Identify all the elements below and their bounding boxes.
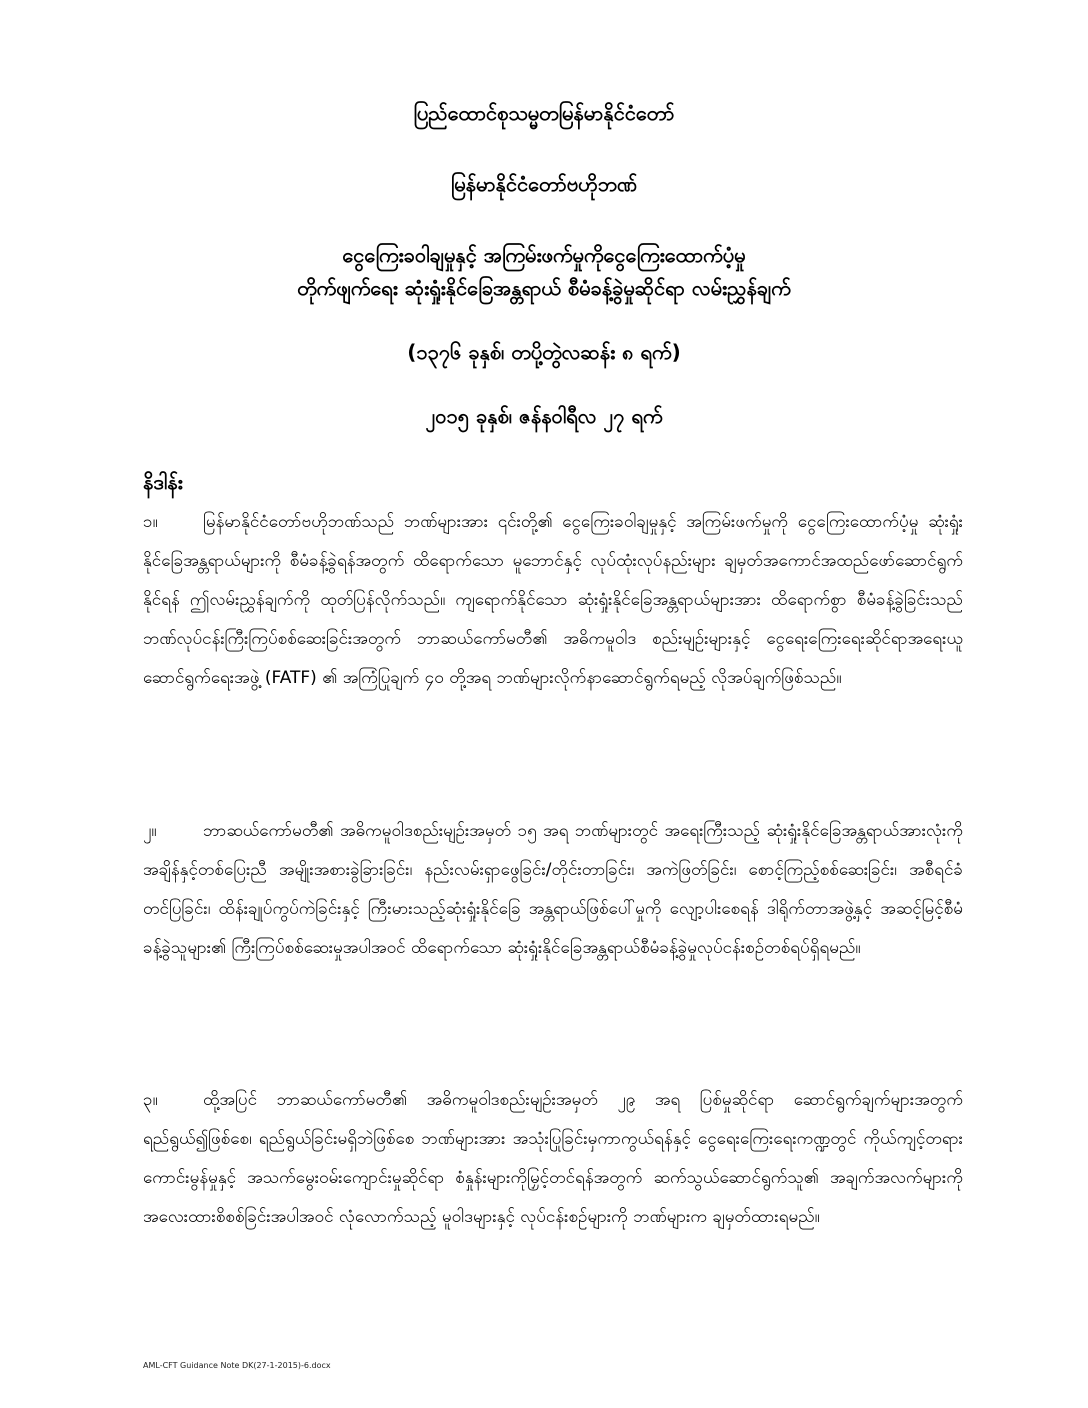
country-title: ပြည်ထောင်စုသမ္မတမြန်မာနိုင်ငံတော်: [413, 101, 675, 125]
paragraph-number: ၁။: [143, 512, 158, 532]
gregorian-date: ၂၀၁၅ ခုနှစ်၊ ဇန်နဝါရီလ ၂၇ ရက်: [425, 404, 663, 428]
paragraph-number: ၂။: [143, 821, 157, 841]
paragraph-text: မြန်မာနိုင်ငံတော်ဗဟိုဘဏ်သည် ဘဏ်များအား ၎င်းတို့၏ ငွေကြေးခဝါချမှုနှင့် အကြမ်းဖက်မှုကို ငွေကြေးထောက်ပံ့မှု ဆုံးရှုံးနိုင်ခြေအန္တရာယ်များကို စီမံခန့်ခွဲရန်အတွက် ထိရောက်သော မူဘောင်နှင့် လုပ်ထုံးလုပ်နည်းများ ချမှတ်အကောင်အထည်ဖော်ဆောင်ရွက်နိုင်ရန် ဤလမ်းညွှန်ချက်ကို ထုတ်ပြန်လိုက်သည်။ ကျရောက်နိုင်သော ဆုံးရှုံးနိုင်ခြေအန္တရာယ်များအား ထိရောက်စွာ စီမံခန့်ခွဲခြင်းသည် ဘဏ်လုပ်ငန်းကြီးကြပ်စစ်ဆေးခြင်းအတွက် ဘာဆယ်ကော်မတီ၏ အဓိကမူဝါဒ စည်းမျဉ်းများနှင့် ငွေရေးကြေးရေးဆိုင်ရာအရေးယူဆောင်ရွက်ရေးအဖွဲ့ (FATF) ၏ အကြံပြုချက် ၄၀ တို့အရ ဘဏ်များလိုက်နာဆောင်ရွက်ရမည့် လိုအပ်ချက်ဖြစ်သည်။: [143, 512, 963, 688]
bank-title: မြန်မာနိုင်ငံတော်ဗဟိုဘဏ်: [450, 172, 638, 196]
paragraph-number: ၃။: [143, 1090, 158, 1110]
file-name-footer: AML-CFT Guidance Note DK(27-1-2015)-6.docx: [143, 1361, 331, 1370]
introduction-heading: နိဒါန်း: [143, 470, 183, 494]
paragraph-text: ထို့အပြင် ဘာဆယ်ကော်မတီ၏ အဓိကမူဝါဒစည်းမျဉ်းအမှတ် ၂၉ အရ ပြစ်မှုဆိုင်ရာ ဆောင်ရွက်ချက်များအတွက် ရည်ရွယ်၍ဖြစ်စေ၊ ရည်ရွယ်ခြင်းမရှိဘဲဖြစ်စေ ဘဏ်များအား အသုံးပြုခြင်းမှကာကွယ်ရန်နှင့် ငွေရေးကြေးရေးကဏ္ဍတွင် ကိုယ်ကျင့်တရားကောင်းမွန်မှုနှင့် အသက်မွေးဝမ်းကျောင်းမှုဆိုင်ရာ စံနှုန်းများကိုမြှင့်တင်ရန်အတွက် ဆက်သွယ်ဆောင်ရွက်သူ၏ အချက်အလက်များကို အလေးထားစိစစ်ခြင်းအပါအဝင် လုံလောက်သည့် မူဝါဒများနှင့် လုပ်ငန်းစဉ်များကို ဘဏ်များက ချမှတ်ထားရမည်။: [143, 1090, 963, 1227]
myanmar-date: (၁၃၇၆ ခုနှစ်၊ တပို့တွဲလဆန်း ၈ ရက်): [407, 340, 681, 364]
document-title-line2: တိုက်ဖျက်ရေး ဆုံးရှုံးနိုင်ခြေအန္တရာယ် စီမံခန့်ခွဲမှုဆိုင်ရာ လမ်းညွှန်ချက်: [297, 276, 791, 300]
paragraph-text: ဘာဆယ်ကော်မတီ၏ အဓိကမူဝါဒစည်းမျဉ်းအမှတ် ၁၅ အရ ဘဏ်များတွင် အရေးကြီးသည့် ဆုံးရှုံးနိုင်ခြေအန္တရာယ်အားလုံးကို အချိန်နှင့်တစ်ပြေးညီ အမျိုးအစားခွဲခြားခြင်း၊ နည်းလမ်းရှာဖွေခြင်း/တိုင်းတာခြင်း၊ အကဲဖြတ်ခြင်း၊ စောင့်ကြည့်စစ်ဆေးခြင်း၊ အစီရင်ခံတင်ပြခြင်း၊ ထိန်းချုပ်ကွပ်ကဲခြင်းနှင့် ကြီးမားသည့်ဆုံးရှုံးနိုင်ခြေ အန္တရာယ်ဖြစ်ပေါ်မှုကို လျော့ပါးစေရန် ဒါရိုက်တာအဖွဲ့နှင့် အဆင့်မြင့်စီမံခန့်ခွဲသူများ၏ ကြီးကြပ်စစ်ဆေးမှုအပါအဝင် ထိရောက်သော ဆုံးရှုံးနိုင်ခြေအန္တရာယ်စီမံခန့်ခွဲမှုလုပ်ငန်းစဉ်တစ်ရပ်ရှိရမည်။: [143, 821, 963, 958]
document-title-line1: ငွေကြေးခဝါချမှုနှင့် အကြမ်းဖက်မှုကိုငွေကြေးထောက်ပံ့မှု: [342, 243, 746, 267]
paragraph-2: [143, 812, 963, 968]
paragraph-1: [143, 503, 963, 698]
paragraph-3: [143, 1081, 963, 1237]
